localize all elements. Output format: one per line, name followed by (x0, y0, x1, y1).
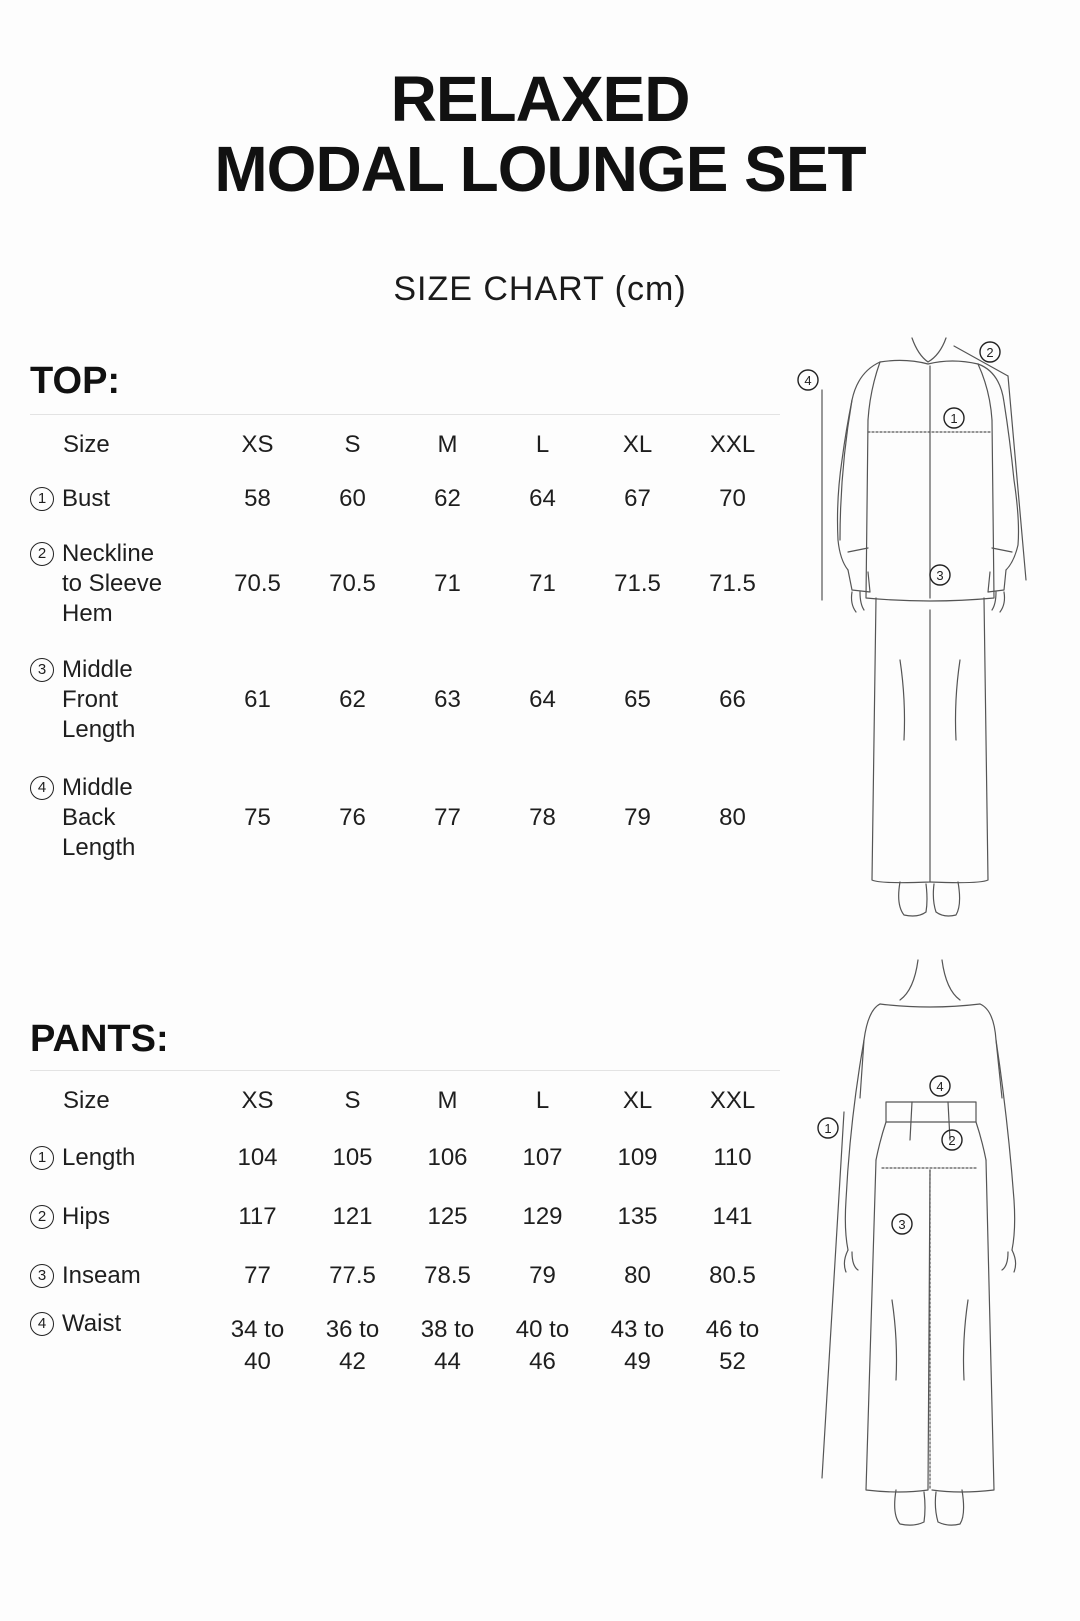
pants-marker-3: 3 (898, 1217, 906, 1232)
value-cell: 77.5 (329, 1262, 376, 1289)
value-cell: 80 (624, 1262, 651, 1289)
row-label: Inseam (62, 1262, 141, 1289)
value-cell: 58 (244, 485, 271, 512)
value-cell: 46 to 52 (705, 1316, 760, 1375)
value-cell: 106 (427, 1144, 468, 1171)
value-cell: 60 (339, 485, 366, 512)
value-cell: 66 (719, 686, 746, 713)
size-header-m: M (437, 1087, 458, 1114)
value-cell: 109 (617, 1144, 658, 1171)
size-header-xs: XS (241, 431, 274, 458)
value-cell: 141 (712, 1203, 753, 1230)
value-cell: 71 (529, 569, 556, 597)
value-cell: 61 (244, 686, 271, 713)
value-cell: 135 (617, 1203, 658, 1230)
top-marker-1: 1 (950, 411, 958, 426)
value-cell: 36 to 42 (325, 1316, 380, 1375)
top-marker-3: 3 (936, 568, 944, 583)
value-cell: 34 to 40 (230, 1316, 285, 1375)
marker-number: 2 (30, 1205, 54, 1229)
value-cell: 62 (434, 485, 461, 512)
value-cell: 64 (529, 686, 556, 713)
value-cell: 104 (237, 1144, 278, 1171)
row-label: Bust (62, 485, 111, 512)
value-cell: 80 (719, 804, 746, 831)
row-label: Length (62, 1144, 136, 1171)
size-header-s: S (344, 1087, 361, 1114)
value-cell: 71.5 (709, 569, 756, 597)
value-cell: 75 (244, 804, 271, 831)
marker-number: 3 (30, 658, 54, 682)
pants-marker-1: 1 (824, 1121, 832, 1136)
size-header-xs: XS (241, 1087, 274, 1114)
size-header-m: M (437, 431, 458, 458)
value-cell: 67 (624, 485, 651, 512)
size-header-xxl: XXL (709, 431, 756, 458)
value-cell: 80.5 (709, 1262, 756, 1289)
size-header-l: L (535, 431, 550, 458)
value-cell: 70.5 (234, 569, 281, 597)
value-cell: 71.5 (614, 569, 661, 597)
value-cell: 71 (434, 569, 461, 597)
value-cell: 77 (244, 1262, 271, 1289)
size-header-xl: XL (622, 1087, 653, 1114)
value-cell: 38 to 44 (420, 1316, 475, 1375)
pants-marker-4: 4 (936, 1079, 944, 1094)
value-cell: 63 (434, 686, 461, 713)
value-cell: 40 to 46 (515, 1316, 570, 1375)
top-marker-4: 4 (804, 373, 812, 388)
size-header-l: L (535, 1087, 550, 1114)
pants-figure-illustration (818, 960, 1016, 1525)
value-cell: 43 to 49 (610, 1316, 665, 1375)
row-label: Neckline to Sleeve Hem (62, 539, 163, 627)
row-label: Hips (62, 1203, 111, 1230)
top-marker-2: 2 (986, 345, 994, 360)
value-cell: 79 (624, 804, 651, 831)
value-cell: 110 (713, 1144, 752, 1171)
marker-number: 1 (30, 1146, 54, 1170)
row-label: Middle Back Length (62, 774, 136, 861)
value-cell: 70.5 (329, 569, 376, 597)
marker-number: 4 (30, 776, 54, 800)
size-header-label: Size (63, 431, 110, 458)
value-cell: 125 (427, 1203, 468, 1230)
row-label: Middle Front Length (62, 656, 136, 743)
size-header-s: S (344, 431, 361, 458)
size-header-label: Size (63, 1087, 110, 1114)
value-cell: 117 (238, 1203, 277, 1230)
title-line-1: RELAXED (390, 63, 690, 135)
size-chart-subtitle: SIZE CHART (cm) (393, 270, 687, 308)
title-line-2: MODAL LOUNGE SET (214, 133, 866, 205)
top-section-title: TOP: (30, 360, 121, 402)
marker-number: 4 (30, 1312, 54, 1336)
row-label: Waist (62, 1310, 122, 1337)
pants-marker-2: 2 (948, 1133, 956, 1148)
value-cell: 79 (529, 1262, 556, 1289)
value-cell: 105 (332, 1144, 373, 1171)
size-header-xl: XL (622, 431, 653, 458)
value-cell: 121 (332, 1203, 373, 1230)
value-cell: 77 (434, 804, 461, 831)
value-cell: 76 (339, 804, 366, 831)
value-cell: 107 (522, 1144, 563, 1171)
value-cell: 129 (522, 1203, 563, 1230)
value-cell: 78.5 (424, 1262, 471, 1289)
value-cell: 65 (624, 686, 651, 713)
pants-section-title: PANTS: (30, 1018, 169, 1060)
value-cell: 78 (529, 804, 556, 831)
marker-number: 3 (30, 1264, 54, 1288)
top-figure-illustration (798, 338, 1026, 916)
value-cell: 62 (339, 686, 366, 713)
value-cell: 70 (719, 485, 746, 512)
marker-number: 2 (30, 542, 54, 566)
marker-number: 1 (30, 487, 54, 511)
size-header-xxl: XXL (709, 1087, 756, 1114)
value-cell: 64 (529, 485, 556, 512)
